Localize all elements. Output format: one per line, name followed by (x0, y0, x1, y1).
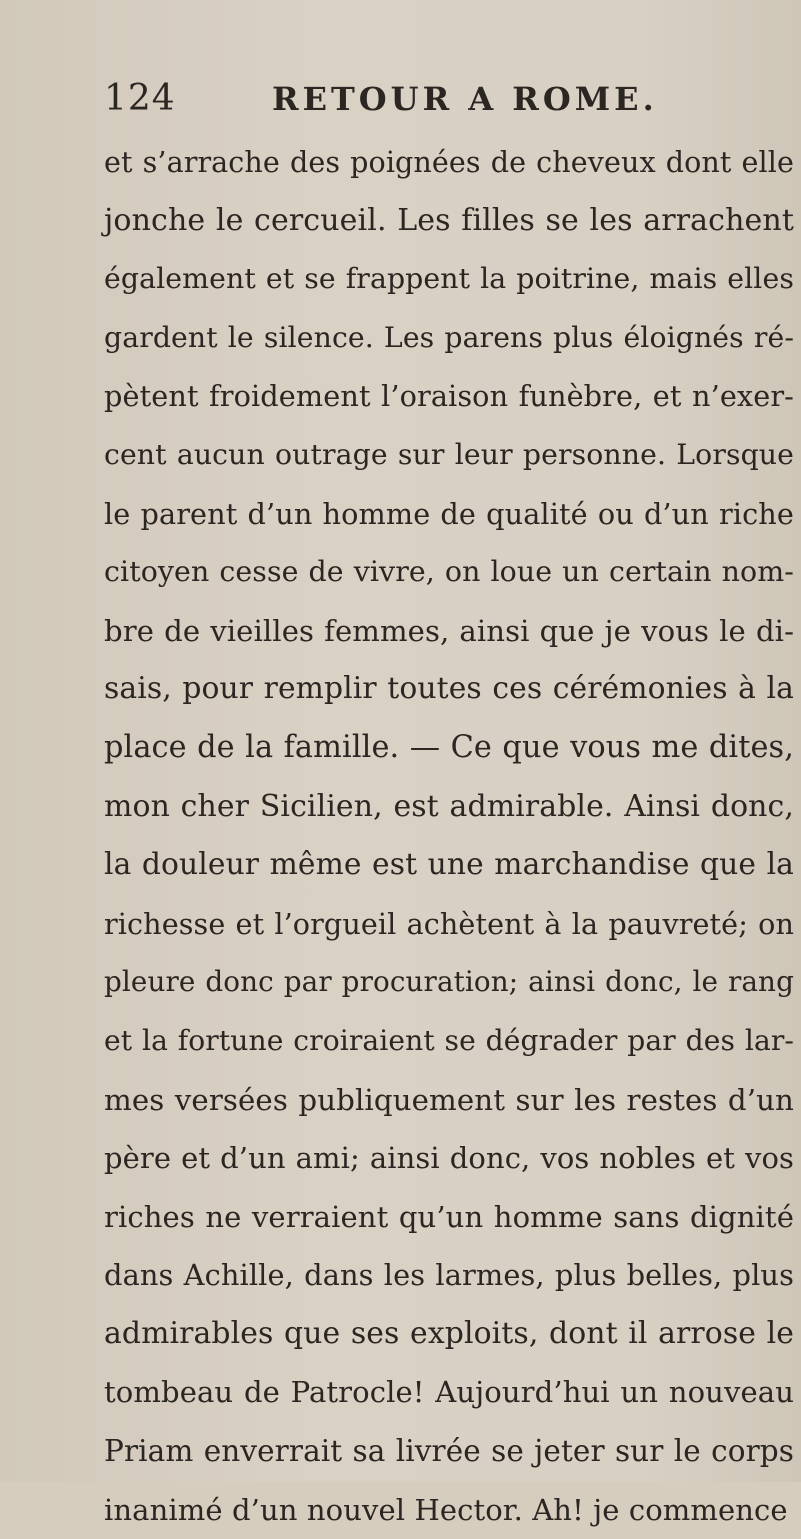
text-line: également et se frappent la poitrine, mais elles (104, 262, 794, 296)
text-line: mes versées publiquement sur les restes d’un (104, 1082, 794, 1117)
text-line: gardent le silence. Les parens plus éloignés ré- (104, 320, 794, 354)
page-header (0, 78, 801, 128)
running-head: RETOUR A ROME. (272, 80, 658, 118)
text-line: admirables que ses exploits, dont il arrose le (104, 1315, 794, 1351)
page-number: 124 (104, 78, 176, 119)
body-text (104, 133, 794, 1539)
text-line: sais, pour remplir toutes ces cérémonies à la (104, 671, 794, 707)
text-line: et la fortune croiraient se dégrader par des lar- (104, 1023, 794, 1057)
text-line: mon cher Sicilien, est admirable. Ainsi donc, (104, 788, 794, 824)
text-line: inanimé d’un nouvel Hector. Ah! je commence (104, 1492, 788, 1527)
text-line: pètent froidement l’oraison funèbre, et n’exer- (104, 379, 794, 414)
text-line: père et d’un ami; ainsi donc, vos nobles et vos (104, 1141, 794, 1176)
text-line: dans Achille, dans les larmes, plus belles, plus (104, 1258, 794, 1293)
text-line: tombeau de Patrocle! Aujourd’hui un nouveau (104, 1375, 794, 1410)
text-line: bre de vieilles femmes, ainsi que je vous le di- (104, 613, 794, 648)
text-line: place de la famille. — Ce que vous me dites, (104, 729, 794, 765)
text-line: riches ne verraient qu’un homme sans dignité (104, 1199, 794, 1234)
text-line: le parent d’un homme de qualité ou d’un riche (104, 496, 794, 531)
text-line: Priam enverrait sa livrée se jeter sur le corps (104, 1434, 794, 1469)
text-line: pleure donc par procuration; ainsi donc, le rang (104, 965, 794, 999)
text-line: et s’arrache des poignées de cheveux dont elle (104, 145, 794, 179)
text-line: la douleur même est une marchandise que la (104, 847, 794, 883)
text-line: richesse et l’orgueil achètent à la pauvreté; on (104, 906, 794, 941)
text-line: jonche le cercueil. Les filles se les arrachent (104, 202, 794, 238)
text-line: citoyen cesse de vivre, on loue un certain nom- (104, 555, 794, 589)
text-line: cent aucun outrage sur leur personne. Lorsque (104, 437, 794, 471)
